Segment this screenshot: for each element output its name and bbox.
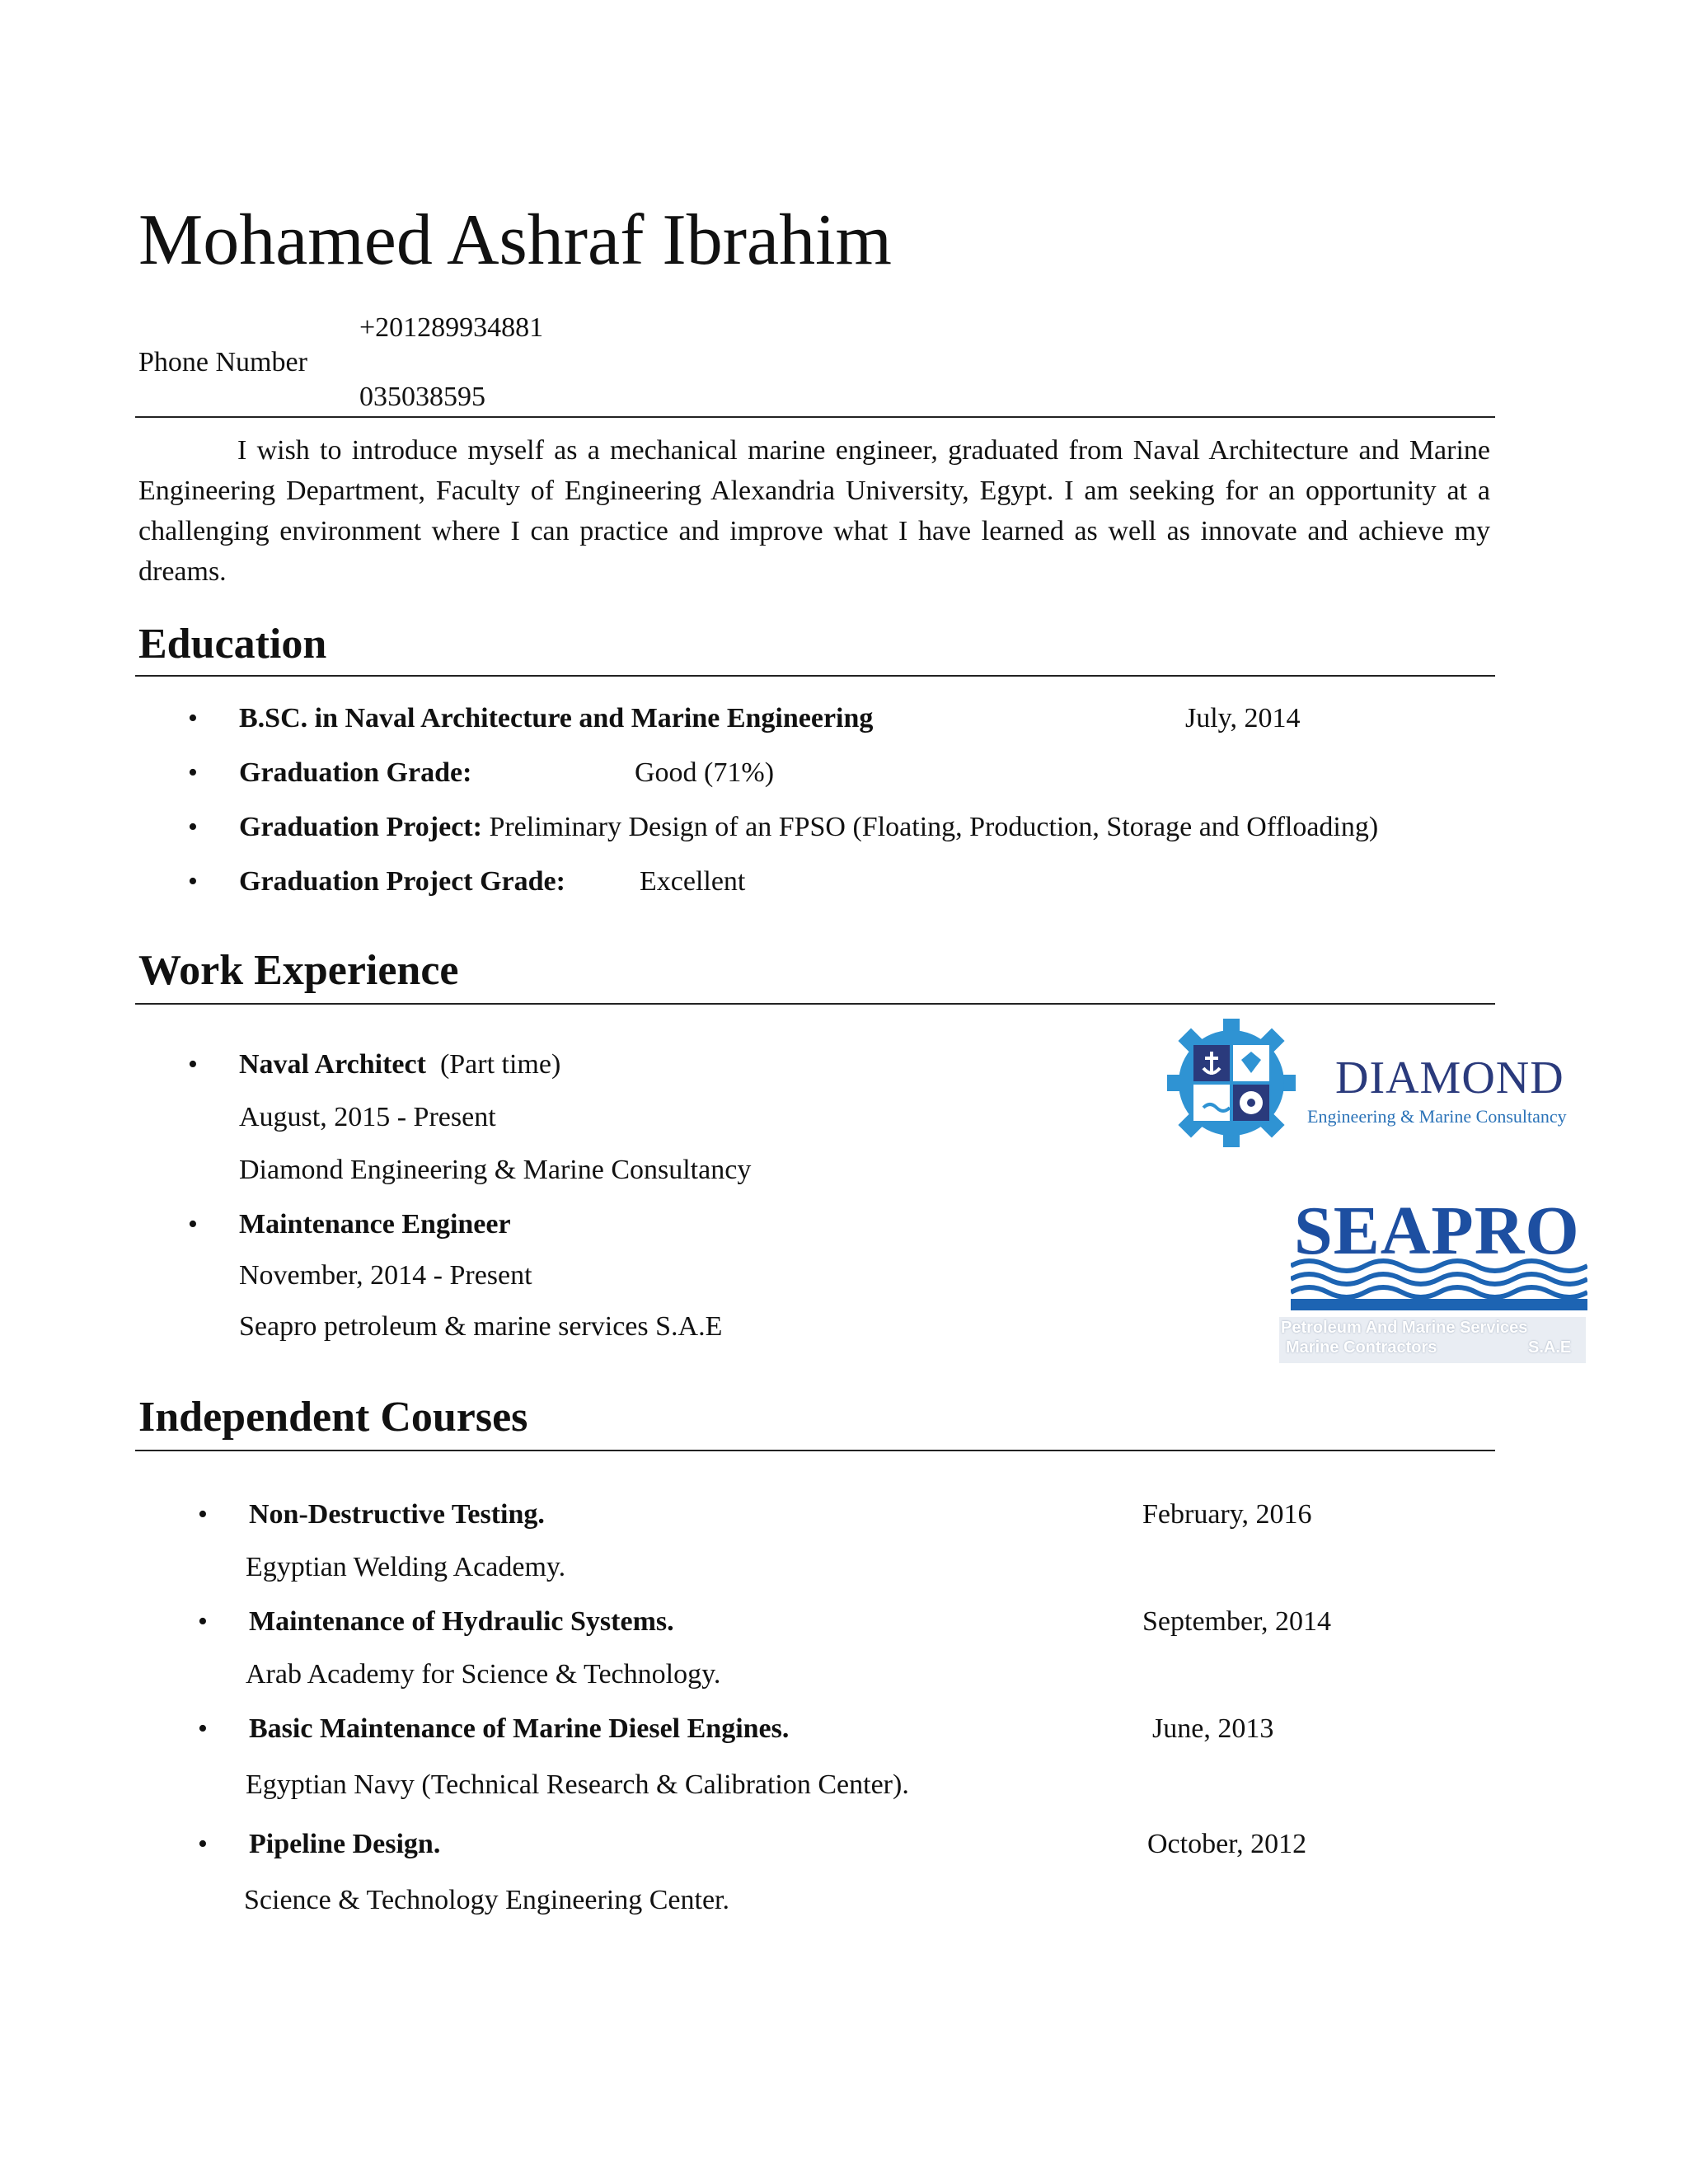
course-date: September, 2014 xyxy=(1142,1606,1332,1637)
phone-primary: +201289934881 xyxy=(359,312,544,343)
grade-value: Good (71%) xyxy=(635,757,775,788)
bullet-icon: • xyxy=(198,1499,208,1530)
bullet-icon: • xyxy=(188,812,198,842)
project-grade-value: Excellent xyxy=(640,866,746,897)
phone-label: Phone Number xyxy=(138,347,307,377)
grade-label: Graduation Grade: xyxy=(239,757,472,788)
job-dates: November, 2014 - Present xyxy=(239,1260,532,1291)
education-divider xyxy=(135,675,1495,677)
course-title: Basic Maintenance of Marine Diesel Engines. xyxy=(249,1713,790,1744)
education-heading: Education xyxy=(138,621,327,668)
course-title: Pipeline Design. xyxy=(249,1829,441,1859)
degree-title: B.SC. in Naval Architecture and Marine Engineering xyxy=(239,703,874,733)
header-divider xyxy=(135,416,1495,418)
seapro-logo-subtitle: Petroleum And Marine Services xyxy=(1281,1319,1528,1337)
work-heading: Work Experience xyxy=(138,947,459,994)
job-company: Diamond Engineering & Marine Consultancy xyxy=(239,1155,752,1185)
bullet-icon: • xyxy=(198,1829,208,1859)
course-date: February, 2016 xyxy=(1142,1499,1312,1530)
course-title: Non-Destructive Testing. xyxy=(249,1499,545,1530)
seapro-waves-icon xyxy=(1291,1256,1587,1314)
diamond-logo-tagline: Engineering & Marine Consultancy xyxy=(1307,1106,1567,1127)
seapro-logo xyxy=(1279,1193,1591,1363)
bullet-icon: • xyxy=(198,1713,208,1744)
job-title-line xyxy=(239,1048,560,1081)
phone-secondary: 035038595 xyxy=(359,382,485,412)
course-title: Maintenance of Hydraulic Systems. xyxy=(249,1606,674,1637)
job-note: (Part time) xyxy=(439,1049,561,1080)
course-provider: Arab Academy for Science & Technology. xyxy=(246,1659,721,1690)
diamond-logo-word: DIAMOND xyxy=(1335,1052,1564,1104)
seapro-logo-subtitle: S.A.E xyxy=(1528,1338,1572,1357)
courses-divider xyxy=(135,1450,1495,1451)
courses-heading: Independent Courses xyxy=(138,1394,528,1441)
seapro-logo-subtitle: Marine Contractors xyxy=(1286,1338,1437,1357)
bullet-icon: • xyxy=(188,703,198,733)
job-dates: August, 2015 - Present xyxy=(239,1102,496,1132)
bullet-icon: • xyxy=(188,1049,198,1080)
project-value: Preliminary Design of an FPSO (Floating, Production, Storage and Offloading) xyxy=(489,812,1379,842)
course-date: October, 2012 xyxy=(1147,1829,1307,1859)
course-provider: Science & Technology Engineering Center. xyxy=(244,1885,729,1915)
diamond-logo xyxy=(1165,1017,1578,1149)
bullet-icon: • xyxy=(188,1209,198,1240)
work-divider xyxy=(135,1003,1495,1005)
bullet-icon: • xyxy=(198,1606,208,1637)
job-title: Naval Architect xyxy=(239,1049,426,1080)
project-grade-label: Graduation Project Grade: xyxy=(239,866,565,897)
summary-paragraph: I wish to introduce myself as a mechanical marine engineer, graduated from Naval Architecture and Marine Engineering Department, Faculty of Engineering Alexandria University, Egypt. I am seeking for an opportunity at a challenging environment where I can practice and improve what I have learned as well as innovate and achieve my dreams. xyxy=(138,435,1490,587)
course-provider: Egyptian Welding Academy. xyxy=(246,1552,566,1582)
bullet-icon: • xyxy=(188,866,198,897)
course-provider: Egyptian Navy (Technical Research & Calibration Center). xyxy=(246,1769,909,1800)
diamond-gear-icon xyxy=(1165,1017,1297,1149)
job-company: Seapro petroleum & marine services S.A.E xyxy=(239,1311,723,1342)
course-date: June, 2013 xyxy=(1152,1713,1274,1744)
seapro-logo-word: SEAPRO xyxy=(1294,1193,1580,1269)
project-label: Graduation Project: xyxy=(239,812,482,842)
degree-date: July, 2014 xyxy=(1185,703,1301,733)
graduation-project xyxy=(239,811,1378,844)
bullet-icon: • xyxy=(188,757,198,788)
resume-name: Mohamed Ashraf Ibrahim xyxy=(138,200,892,280)
job-title: Maintenance Engineer xyxy=(239,1209,511,1240)
